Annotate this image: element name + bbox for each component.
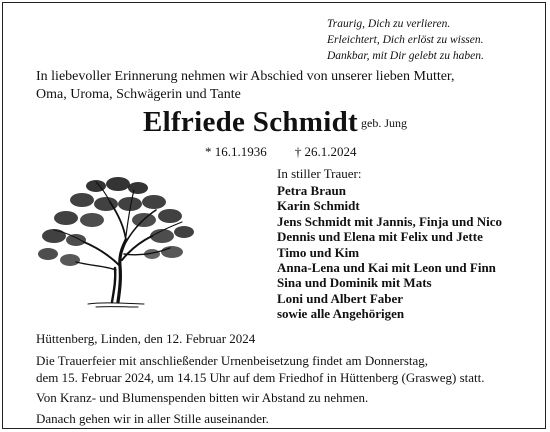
- closing-text: [36, 353, 536, 427]
- mourner: Jens Schmidt mit Jannis, Finja und Nico: [277, 213, 503, 229]
- birth-date: * 16.1.1936: [205, 144, 267, 159]
- intro-line: Oma, Uroma, Schwägerin und Tante: [36, 87, 241, 102]
- tree-illustration: [26, 170, 196, 310]
- poem-line: Dankbar, mit Dir gelebt zu haben.: [327, 50, 484, 62]
- mourner: Dennis und Elena mit Felix und Jette: [277, 229, 483, 245]
- poem-line: Traurig, Dich zu verlieren.: [327, 18, 451, 30]
- farewell-note: Danach gehen wir in aller Stille auseinander.: [36, 410, 269, 426]
- mourner: Loni und Albert Faber: [277, 290, 404, 306]
- place-and-date: Hüttenberg, Linden, den 12. Februar 2024: [36, 331, 256, 346]
- mourner: Timo und Kim: [277, 244, 360, 260]
- life-dates: [205, 144, 357, 160]
- ceremony-line: dem 15. Februar 2024, um 14.15 Uhr auf dem Friedhof in Hüttenberg (Grasweg) statt.: [36, 369, 485, 385]
- mourners-list: [277, 183, 502, 322]
- maiden-name: geb. Jung: [361, 116, 408, 130]
- intro-text: [36, 68, 455, 104]
- mourner: Petra Braun: [277, 183, 346, 198]
- poem: [327, 16, 484, 64]
- intro-line: In liebevoller Erinnerung nehmen wir Abschied von unserer lieben Mutter,: [36, 69, 455, 84]
- deceased-name-row: [0, 106, 550, 139]
- death-date: † 26.1.2024: [294, 144, 357, 159]
- mourner: Anna-Lena und Kai mit Leon und Finn: [277, 260, 496, 276]
- poem-line: Erleichtert, Dich erlöst zu wissen.: [327, 34, 484, 46]
- mourner: Sina und Dominik mit Mats: [277, 275, 432, 291]
- mourner: sowie alle Angehörigen: [277, 306, 405, 322]
- mourner: Karin Schmidt: [277, 198, 360, 214]
- flowers-note: Von Kranz- und Blumenspenden bitten wir Abstand zu nehmen.: [36, 390, 369, 405]
- ceremony-line: Die Trauerfeier mit anschließender Urnenbeisetzung findet am Donnerstag,: [36, 353, 429, 368]
- deceased-name: Elfriede Schmidt: [142, 106, 359, 138]
- mourners-label: In stiller Trauer:: [277, 166, 362, 181]
